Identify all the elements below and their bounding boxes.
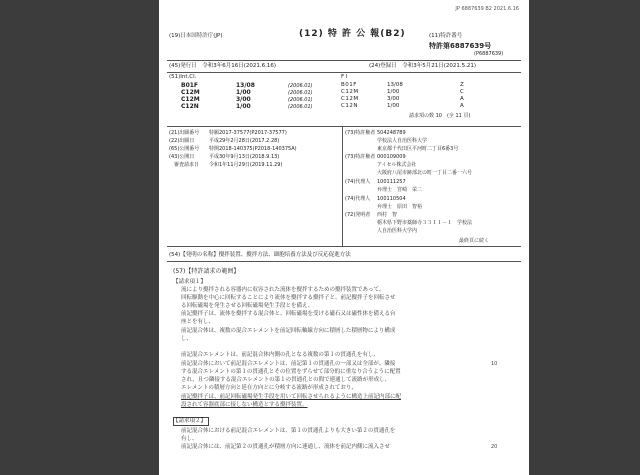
party-key: (73)特許権者 [345,154,376,160]
party-row [345,138,427,144]
party-row [345,179,406,185]
ipc-row [181,103,313,111]
fi-symbol: C12N [341,103,358,109]
fi-code: Z [460,82,464,88]
registration-date: (24)登録日 令和3年5月21日(2021.5.21) [369,63,477,69]
fi-code: A [460,96,464,102]
claim-heading: 【請求項２】 [173,418,207,424]
party-row [345,130,406,136]
ipc-number: 3/00 [236,96,251,103]
biblio-value: 令和1年11月29日(2019.11.29) [209,162,283,168]
party-row [345,228,417,234]
claim-line-underlined: 前記攪拌子は、前記回転磁場発生手段を用いて回転させられるように構造上前記内部に配 [181,394,402,400]
invention-title: (54)【発明の名称】攪拌装置、攪拌方法、細胞培養方法及び反応促進方法 [169,252,351,258]
biblio-value: 平成30年9月13日(2018.9.13) [209,154,280,160]
fi-row [341,96,464,103]
ipc-version: (2006.01) [288,90,313,96]
publication-date: (45)発行日 令和3年6月16日(2021.6.16) [169,63,277,69]
biblio-key: (22)出願日 [169,138,195,144]
fi-number: 13/08 [387,82,403,88]
divider [167,261,521,262]
claim-line: エレメントの積層方向と延在方向とに分岐する流路が形成されており、 [181,385,357,391]
int-cl-label: (51)Int.Cl. [169,74,197,80]
claim-heading: 【請求項１】 [173,279,207,285]
claims-count: 請求項の数 10 (全 11 頁) [409,113,471,119]
divider [167,72,521,73]
party-value: アイセル株式会社 [377,162,417,168]
party-value: 弁理士 宮崎 栄二 [377,187,423,193]
biblio-row [169,146,297,152]
biblio-key: 審査請求日 [169,162,200,168]
party-key: (73)特許権者 [345,130,376,136]
party-value: 東京都千代田区平河町二丁目6番3号 [377,146,459,152]
claim-line: 前記混合体には、前記第２の貫通孔が積層方向に連通し、流体を前記内側に流入させ [181,444,391,450]
fi-number: 1/00 [387,89,400,95]
ipc-symbol: B01F [181,82,199,89]
ipc-symbol: C12M [181,96,200,103]
party-value: 栃木県下野市薬師寺３３１１－１ 学校法 [377,220,473,226]
claim-line: 流により攪拌される容器内に収容された流体を攪拌するための攪拌装置であって、 [181,287,385,293]
biblio-value: 特開2018-140375(P2018-140375A) [209,146,297,152]
biblio-row [169,130,287,136]
publication-kind-title: (12) 特 許 公 報(B2) [299,29,406,39]
claim-line: 回転駆動を中心に回転することにより流体を攪拌する攪拌子と、前記攪拌子を回転させ [181,295,396,301]
claim-line: る回転磁場を発生させる回転磁場発生手段とを備え、 [181,303,314,309]
party-value: 学校法人自治医科大学 [377,138,428,144]
claim-line: し、 [181,336,193,342]
column-divider [342,126,343,246]
divider [167,246,521,247]
ipc-version: (2006.01) [288,104,313,110]
fi-row [341,82,464,89]
party-value: 弁理士 原田 智裕 [377,204,423,210]
party-row [345,187,422,193]
fi-row [341,89,464,96]
party-key: (74)代理人 [345,196,371,202]
ipc-number: 13/08 [236,82,255,89]
fi-number: 1/00 [387,103,400,109]
biblio-key: (65)公開番号 [169,146,200,152]
party-row [345,162,416,168]
biblio-row [169,154,279,160]
line-number: 10 [491,361,498,367]
party-row [345,154,406,160]
biblio-value: 特願2017-37577(P2017-37577) [209,130,287,136]
fi-label: F I [341,74,348,80]
continued-note: 最終頁に続く [459,238,490,244]
patent-number-sub: (P6887639) [474,51,504,57]
patent-number: 特許第6887639号 [429,42,492,50]
claim-line-underlined: 設されて容器底部に接しない構造とする攪拌装置。 [181,402,308,408]
party-value: 西村 智 [377,212,398,218]
ipc-symbol: C12N [181,103,199,110]
party-value: 100111257 [377,179,406,185]
biblio-row [169,162,282,168]
claim-line: され、且つ隣接する混合エレメントの第１の貫通孔との間で連通して流路が形成し、 [181,377,391,383]
fi-number: 3/00 [387,96,400,102]
ipc-number: 1/00 [236,103,251,110]
party-value: 大阪府八尾市跡部北の町一丁目二番一六号 [377,170,473,176]
party-key: (72)発明者 [345,212,371,218]
document-id: JP 6887639 B2 2021.6.16 [455,6,519,12]
party-row [345,220,472,226]
claim-line: 前記混合エレメントは、前記混合体内側の孔となる複数の第１の貫通孔を有し、 [181,352,379,358]
party-key: (74)代理人 [345,179,371,185]
fi-code: C [460,89,464,95]
party-row [345,170,472,176]
line-number: 20 [491,444,498,450]
claim-line: 座とを有し、 [181,319,215,325]
claim-line: 前記攪拌子は、流体を攪拌する混合体と、回転磁場を受ける磁石又は磁性体を備える台 [181,311,396,317]
party-row [345,196,406,202]
claim-line: する混合エレメントの第１の貫通孔とその位置をずらせて部分的に重なり合うように配置 [181,369,401,375]
divider [167,126,521,127]
biblio-key: (43)公開日 [169,154,195,160]
ipc-number: 1/00 [236,89,251,96]
fi-symbol: C12M [341,89,359,95]
patent-number-label: (11)特許番号 [429,33,463,39]
patent-page [159,0,529,475]
party-value: 人自治医科大学内 [377,228,418,234]
biblio-key: (21)出願番号 [169,130,200,136]
party-row [345,212,397,218]
claims-scope-title: (57)【特許請求の範囲】 [173,268,240,275]
party-value: 504248789 [377,130,406,136]
divider [167,60,521,61]
ipc-version: (2006.01) [288,83,313,89]
ipc-version: (2006.01) [288,97,313,103]
biblio-row [169,138,279,144]
fi-row [341,103,464,110]
party-value: 000109009 [377,154,406,160]
party-value: 100110504 [377,196,406,202]
party-row [345,146,458,152]
fi-symbol: B01F [341,82,357,88]
fi-code: A [460,103,464,109]
fi-symbol: C12M [341,96,359,102]
claim-line: 前記混合体において前記混合エレメントは、前記第１の貫通孔の一部又は全部が、隣接 [181,361,396,367]
claim-line: 前記混合体は、複数の混合エレメントを前記回転軸線方向に積層した積層物により構成 [181,328,396,334]
claim-line: 前記混合体における前記混合エレメントは、第１の貫通孔よりも大きい第２の貫通孔を [181,428,396,434]
party-row [345,204,422,210]
ipc-symbol: C12M [181,89,200,96]
claim-line: 有し、 [181,436,198,442]
patent-office: (19)日本国特許庁(JP) [169,33,223,39]
biblio-value: 平成29年2月28日(2017.2.28) [209,138,280,144]
